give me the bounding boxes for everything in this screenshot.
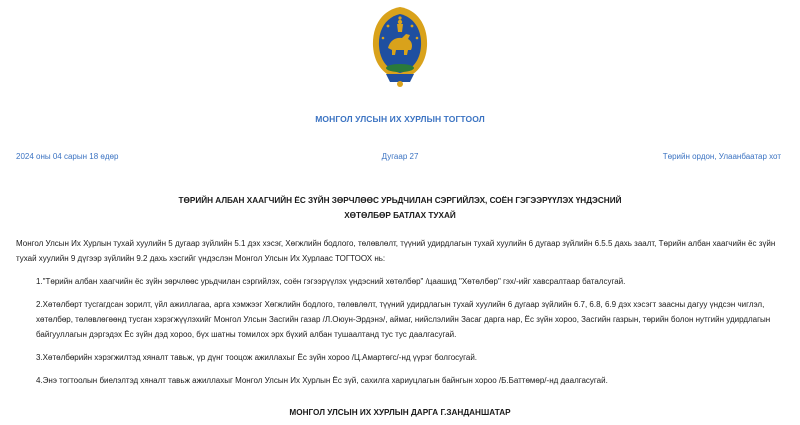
resolution-heading: МОНГОЛ УЛСЫН ИХ ХУРЛЫН ТОГТООЛ <box>315 114 485 124</box>
document-title <box>0 193 800 223</box>
signature-line: МОНГОЛ УЛСЫН ИХ ХУРЛЫН ДАРГА Г.ЗАНДАНШАТАР <box>289 408 511 417</box>
clause-4: 4.Энэ тогтоолын биелэлтэд хяналт тавьж ажиллахыг Монгол Улсын Их Хурлын Ёс зүй, сахилга хариуцлагын байнгын хороо /Б.Баттөмөр/-нд даалгасугай. <box>36 376 608 385</box>
clause-3: 3.Хөтөлбөрийн хэрэгжилтэд хяналт тавьж, үр дүнг тооцож ажиллахыг Ёс зүйн хороо /Ц.Амартөгс/-нд үүрэг болгосугай. <box>36 353 478 362</box>
resolution-number: Дугаар 27 <box>381 152 419 161</box>
clause-1: 1."Төрийн албан хаагчийн ёс зүйн зөрчлөөс урьдчилан сэргийлэх, соён гэгээрүүлэх үндэсний хөтөлбөр" /цаашид "Хөтөлбөр" гэх/-ийг хавсралтаар баталсугай. <box>36 277 626 286</box>
resolution-place: Төрийн ордон, Улаанбаатар хот <box>662 152 781 161</box>
document-title-line-1: ТӨРИЙН АЛБАН ХААГЧИЙН ЁС ЗҮЙН ЗӨРЧЛӨӨС УРЬДЧИЛАН СЭРГИЙЛЭХ, СОЁН ГЭГЭЭРҮҮЛЭХ ҮНДЭСНИЙ <box>178 196 622 205</box>
clause-2: 2.Хөтөлбөрт тусгагдсан зорилт, үйл ажиллагаа, арга хэмжээг Хөгжлийн бодлого, төлөвлөлт, түүний удирдлагын тухай хуулийн 6 дугаар зүйлийн 6.7, 6.8, 6.9 дэх хэсэгт заасны дагуу үндсэн чиглэл, хөтөлбөр, төлөвлөгөөнд тусган хэрэгжүүлэхийг Монгол Улсын Засгийн газар /Л.Оюун-Эрдэнэ/, аймаг, нийслэлийн Засаг дарга нар, Ёс зүйн хороо, Засгийн газрын, төрийн болон нутгийн удирдлагын байгууллагын дэргэдэх Ёс зүйн дэд хороо, бүх шатны томилох эрх бүхий албан тушаалтанд тус тус даалгасугай. <box>36 300 771 339</box>
resolution-date: 2024 оны 04 сарын 18 өдөр <box>16 152 119 161</box>
intro-paragraph: Монгол Улсын Их Хурлын тухай хуулийн 5 дугаар зүйлийн 5.1 дэх хэсэг, Хөгжлийн бодлого, төлөвлөлт, түүний удирдлагын тухай хуулийн 6 дугаар зүйлийн 6.5.5 дахь заалт, Төрийн албан хаагчийн ёс зүйн тухай хуулийн 9 дүгээр зүйлийн 9.2 дахь хэсгийг үндэслэн Монгол Улсын Их Хурлаас ТОГТООХ нь: <box>16 239 776 263</box>
document-title-line-2: ХӨТӨЛБӨР БАТЛАХ ТУХАЙ <box>344 211 456 220</box>
state-emblem-icon <box>368 4 432 88</box>
